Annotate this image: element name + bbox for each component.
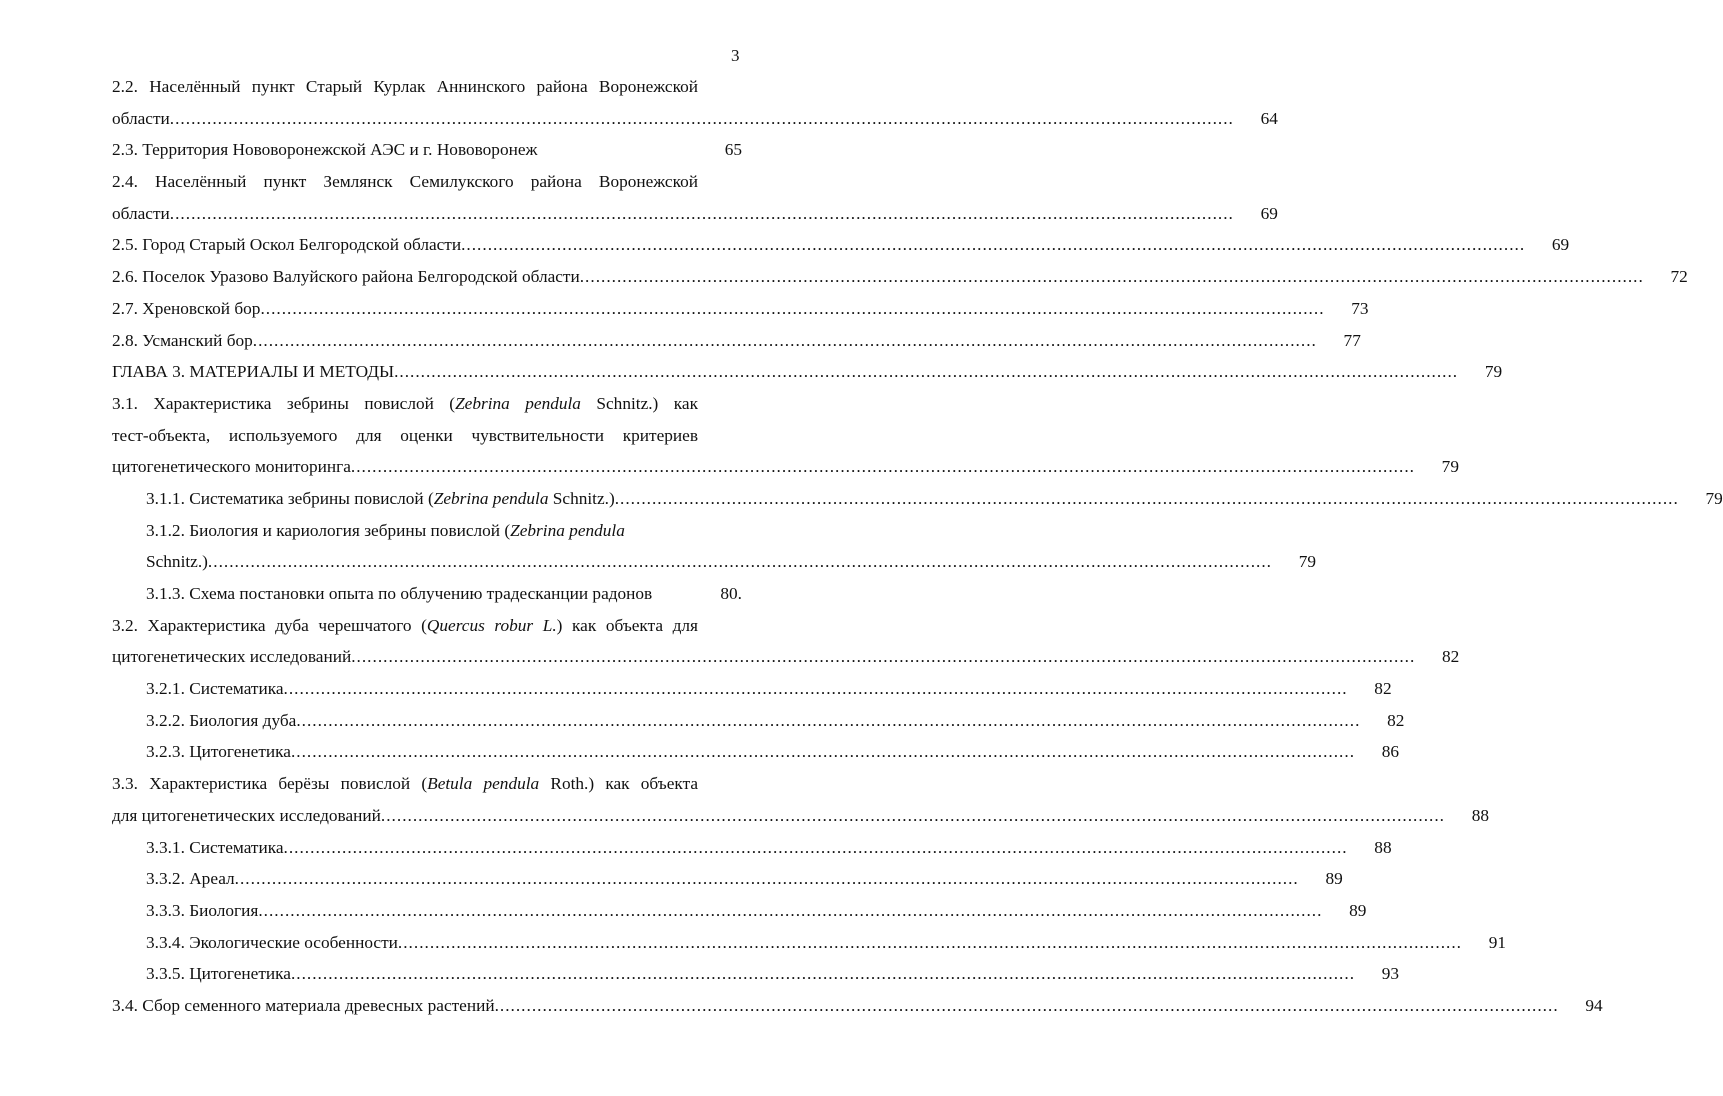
toc-line <box>112 261 1688 293</box>
dot-leader: ........................................................................................................................................................................................................ <box>290 742 1356 762</box>
toc-entry-text <box>146 673 284 705</box>
page-reference: 73 <box>1351 298 1369 318</box>
entry-text-part: Roth.) как объекта <box>539 774 698 794</box>
toc-entry-text <box>112 610 698 642</box>
page-reference: 79 <box>1298 552 1316 572</box>
page-reference <box>698 768 742 800</box>
toc-entry-text <box>146 483 615 515</box>
toc-line <box>112 229 1570 261</box>
entry-text-part: 2.5. Город Старый Оскол Белгородской области <box>112 235 462 255</box>
page-reference: 80. <box>720 584 742 603</box>
toc-line <box>112 641 1460 673</box>
entry-text-part: для цитогенетических исследований <box>112 805 381 825</box>
toc-entry-text <box>112 356 394 388</box>
page-reference: 88 <box>1374 837 1392 857</box>
toc-line <box>112 483 1723 515</box>
toc-entry-text <box>112 641 351 673</box>
toc-line <box>112 673 1392 705</box>
toc-line <box>112 356 1503 388</box>
entry-text-part: 2.2. Населённый пункт Старый Курлак Аннинского района Воронежской <box>112 77 698 96</box>
toc-line <box>112 546 1316 578</box>
latin-species-name: Quercus robur L. <box>426 615 557 635</box>
toc-entry-text <box>112 103 170 135</box>
toc-entry-text <box>112 134 537 166</box>
page-reference: 64 <box>1260 108 1278 128</box>
page-reference: 69 <box>1551 235 1570 255</box>
toc-entry-text <box>146 705 296 737</box>
page-reference: 91 <box>1488 932 1506 952</box>
page-reference: 89 <box>1349 900 1367 920</box>
toc-entry-text <box>112 71 698 103</box>
dot-leader: ........................................................................................................................................................................................................ <box>290 964 1356 984</box>
toc-entry-text <box>146 578 652 610</box>
page-reference: 77 <box>1343 330 1361 350</box>
page-reference: 82 <box>1442 647 1460 667</box>
toc-line <box>112 768 742 800</box>
toc-entry-text <box>146 832 284 864</box>
dot-leader <box>537 134 698 166</box>
dot-leader: ........................................................................................................................................................................................................ <box>461 235 1526 255</box>
page-reference: 79 <box>1705 488 1723 508</box>
toc-entry-text <box>112 800 381 832</box>
toc-entry-text <box>112 166 698 198</box>
entry-text-part: области <box>112 203 170 223</box>
toc-entry-text <box>112 325 253 357</box>
entry-text-part: Schnitz.) <box>548 488 615 508</box>
entry-text-part: 3.3.1. Систематика <box>146 837 284 857</box>
toc-line <box>112 103 1278 135</box>
entry-text-part: 2.6. Поселок Уразово Валуйского района Белгородской области <box>112 267 580 287</box>
toc-entry-text <box>146 546 208 578</box>
toc-line <box>112 578 742 610</box>
entry-text-part: тест-объекта, используемого для оценки чувствительности критериев <box>112 425 698 445</box>
dot-leader: ........................................................................................................................................................................................................ <box>296 710 1361 730</box>
toc-line <box>112 800 1489 832</box>
table-of-contents <box>112 71 1723 1022</box>
entry-text-part: 3.1.3. Схема постановки опыта по облучению традесканции радонов <box>146 584 653 603</box>
toc-entry-text <box>112 261 580 293</box>
dot-leader: ........................................................................................................................................................................................................ <box>614 488 1679 508</box>
entry-text-part: 2.8. Усманский бор <box>112 330 253 350</box>
page-reference: 88 <box>1471 805 1489 825</box>
dot-leader: ........................................................................................................................................................................................................ <box>260 298 1325 318</box>
toc-line <box>112 451 1459 483</box>
latin-species-name: Betula pendula <box>427 774 540 794</box>
toc-line <box>112 515 742 547</box>
entry-text-part: 3.2. Характеристика дуба черешчатого ( <box>112 615 427 635</box>
dot-leader: ........................................................................................................................................................................................................ <box>397 932 1462 952</box>
dot-leader <box>625 515 698 547</box>
dot-leader: ........................................................................................................................................................................................................ <box>350 457 1415 477</box>
dot-leader: ........................................................................................................................................................................................................ <box>234 869 1299 889</box>
page-reference: 65 <box>724 140 742 160</box>
toc-entry-text <box>112 420 698 452</box>
toc-line <box>112 895 1367 927</box>
entry-text-part: 3.2.2. Биология дуба <box>146 710 297 730</box>
entry-text-part: ) как объекта для <box>556 615 698 635</box>
toc-line <box>112 863 1343 895</box>
entry-text-part: 3.3.4. Экологические особенности <box>146 932 398 952</box>
toc-line <box>112 293 1369 325</box>
page-reference <box>698 166 742 198</box>
entry-text-part: 3.4. Сбор семенного материала древесных растений <box>112 995 495 1015</box>
toc-entry-text <box>112 990 495 1022</box>
toc-entry-text <box>112 198 170 230</box>
page-reference: 94 <box>1585 995 1603 1015</box>
toc-line <box>112 134 742 166</box>
entry-text-part: 3.3.3. Биология <box>146 900 259 920</box>
toc-entry-text <box>146 515 625 547</box>
entry-text-part: 3.1.2. Биология и кариология зебрины повислой ( <box>146 520 511 540</box>
entry-text-part: 2.7. Хреновской бор <box>112 298 261 318</box>
entry-text-part: области <box>112 108 170 128</box>
entry-text-part: 3.3.2. Ареал <box>146 869 235 889</box>
entry-text-part: 3.2.3. Цитогенетика <box>146 742 291 762</box>
dot-leader: ........................................................................................................................................................................................................ <box>283 679 1348 699</box>
toc-line <box>112 736 1400 768</box>
page-reference <box>698 388 742 420</box>
entry-text-part: 3.2.1. Систематика <box>146 679 284 699</box>
dot-leader: ........................................................................................................................................................................................................ <box>283 837 1348 857</box>
toc-entry-text <box>146 863 235 895</box>
toc-line <box>112 705 1405 737</box>
latin-species-name: Zebrina pendula <box>433 488 549 508</box>
page-reference: 82 <box>1374 679 1392 699</box>
page-reference <box>698 515 742 547</box>
entry-text-part: ГЛАВА 3. МАТЕРИАЛЫ И МЕТОДЫ <box>112 362 395 382</box>
page-reference <box>698 71 742 103</box>
toc-entry-text <box>146 927 398 959</box>
page-reference <box>698 610 742 642</box>
entry-text-part: цитогенетического мониторинга <box>112 457 351 477</box>
entry-text-part: 3.3. Характеристика берёзы повислой ( <box>112 774 428 794</box>
page-reference: 89 <box>1325 869 1343 889</box>
toc-line <box>112 198 1278 230</box>
toc-line <box>112 927 1506 959</box>
toc-entry-text <box>112 451 351 483</box>
toc-line <box>112 832 1392 864</box>
dot-leader: ........................................................................................................................................................................................................ <box>169 108 1234 128</box>
page-reference <box>698 420 742 452</box>
toc-line <box>112 610 742 642</box>
entry-text-part: 3.1.1. Систематика зебрины повислой ( <box>146 488 434 508</box>
dot-leader: ........................................................................................................................................................................................................ <box>252 330 1317 350</box>
page-reference: 69 <box>1260 203 1278 223</box>
dot-leader: ........................................................................................................................................................................................................ <box>394 362 1459 382</box>
dot-leader <box>652 578 698 610</box>
dot-leader: ........................................................................................................................................................................................................ <box>579 267 1644 287</box>
toc-line <box>112 71 742 103</box>
page-reference: 79 <box>1441 457 1459 477</box>
dot-leader: ........................................................................................................................................................................................................ <box>207 552 1272 572</box>
dot-leader: ........................................................................................................................................................................................................ <box>380 805 1445 825</box>
toc-line <box>112 958 1400 990</box>
toc-line <box>112 166 742 198</box>
toc-entry-text <box>146 895 258 927</box>
dot-leader: ........................................................................................................................................................................................................ <box>351 647 1416 667</box>
toc-entry-text <box>146 736 291 768</box>
toc-line <box>112 420 742 452</box>
dot-leader: ........................................................................................................................................................................................................ <box>169 203 1234 223</box>
latin-species-name: Zebrina pendula <box>455 393 581 413</box>
entry-text-part: цитогенетических исследований <box>112 647 352 667</box>
entry-text-part: 2.3. Территория Нововоронежской АЭС и г. Нововоронеж <box>112 140 538 160</box>
entry-text-part: 3.3.5. Цитогенетика <box>146 964 291 984</box>
toc-line <box>112 325 1361 357</box>
toc-line <box>112 990 1603 1022</box>
page-reference: 82 <box>1387 710 1405 730</box>
latin-species-name: Zebrina pendula <box>510 520 625 540</box>
toc-line <box>112 388 742 420</box>
toc-entry-text <box>146 958 291 990</box>
toc-entry-text <box>112 388 698 420</box>
toc-entry-text <box>112 229 461 261</box>
page-reference: 86 <box>1381 742 1400 762</box>
entry-text-part: 2.4. Населённый пункт Землянск Семилукского района Воронежской <box>112 172 698 192</box>
page-reference: 72 <box>1670 267 1688 287</box>
toc-entry-text <box>112 768 698 800</box>
page-reference: 79 <box>1484 362 1503 382</box>
dot-leader: ........................................................................................................................................................................................................ <box>258 900 1323 920</box>
toc-entry-text <box>112 293 260 325</box>
page-number: 3 <box>731 46 740 65</box>
entry-text-part: Schnitz.) <box>146 552 208 572</box>
entry-text-part: 3.1. Характеристика зебрины повислой ( <box>112 393 456 413</box>
page-reference: 93 <box>1381 964 1400 984</box>
entry-text-part: Schnitz.) как <box>580 393 698 413</box>
dot-leader: ........................................................................................................................................................................................................ <box>494 995 1559 1015</box>
